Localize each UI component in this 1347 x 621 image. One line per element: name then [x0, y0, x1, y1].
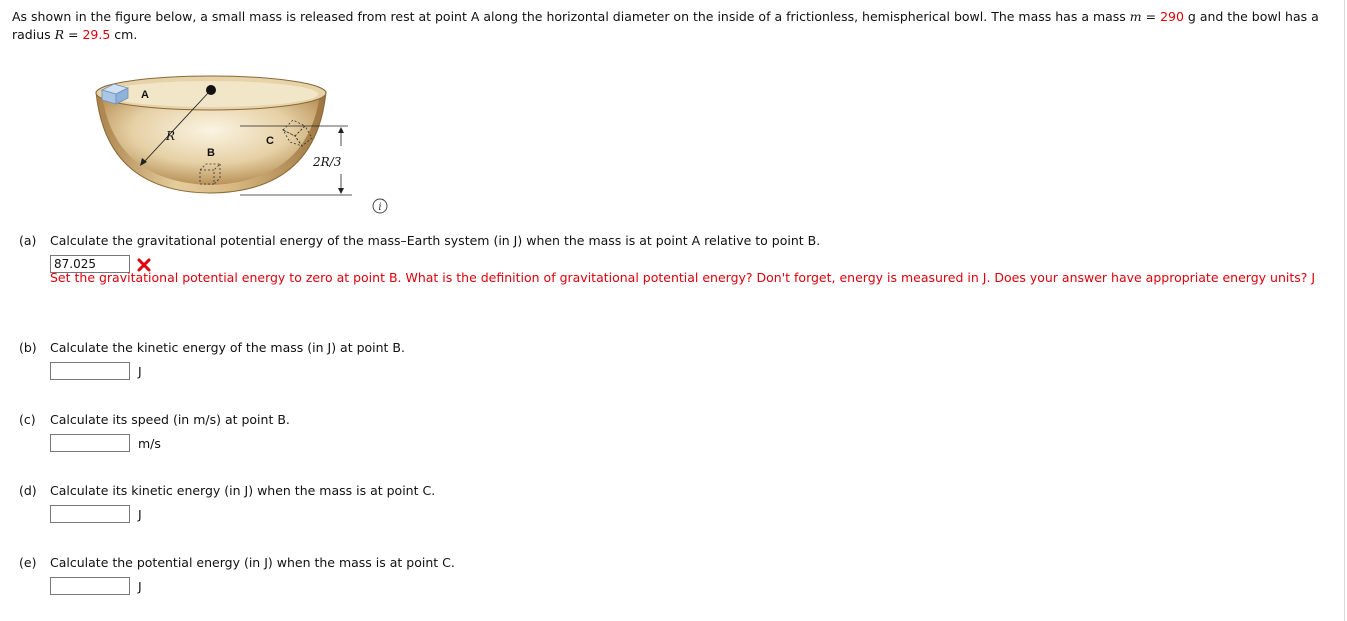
radius-value: 29.5: [82, 27, 111, 42]
problem-statement: [12, 8, 1332, 44]
part-c-letter: (c): [19, 412, 36, 427]
info-icon[interactable]: [372, 198, 388, 214]
page-right-border: [1344, 0, 1345, 621]
part-b-question: Calculate the kinetic energy of the mass (in J) at point B.: [50, 340, 405, 355]
part-d-answer-input[interactable]: [50, 505, 130, 523]
part-a-question: Calculate the gravitational potential energy of the mass–Earth system (in J) when the mass is at point A relative to point B.: [50, 233, 821, 248]
hemispherical-bowl-figure: [90, 62, 360, 202]
part-e-letter: (e): [19, 555, 37, 570]
part-c-unit: m/s: [138, 436, 161, 451]
part-d-unit: J: [138, 507, 142, 522]
mass-value: 290: [1160, 9, 1184, 24]
intro-text-2: g and the bowl has a radius: [12, 9, 1319, 42]
equals-2: =: [64, 27, 83, 42]
part-e-question: Calculate the potential energy (in J) when the mass is at point C.: [50, 555, 455, 570]
label-b: B: [207, 147, 215, 159]
label-a: A: [141, 89, 149, 101]
intro-text-3: cm.: [110, 27, 138, 42]
part-d-letter: (d): [19, 483, 37, 498]
intro-text-1: As shown in the figure below, a small mass is released from rest at point A along the horizontal diameter on the inside of a frictionless, hemispherical bowl. The mass has a mass: [12, 9, 1130, 24]
part-e-unit: J: [138, 579, 142, 594]
part-e-answer-input[interactable]: [50, 577, 130, 595]
label-c: C: [266, 135, 274, 147]
label-height: 2R/3: [313, 155, 342, 169]
equals-1: =: [1141, 9, 1161, 24]
part-c-answer-input[interactable]: [50, 434, 130, 452]
part-b-answer-input[interactable]: [50, 362, 130, 380]
part-b-unit: J: [138, 364, 142, 379]
label-r: R: [166, 129, 176, 143]
part-c-question: Calculate its speed (in m/s) at point B.: [50, 412, 290, 427]
part-d-question: Calculate its kinetic energy (in J) when the mass is at point C.: [50, 483, 436, 498]
part-a-letter: (a): [19, 233, 37, 248]
part-b-letter: (b): [19, 340, 37, 355]
svg-text:i: i: [378, 202, 382, 213]
var-r: R: [54, 27, 65, 42]
part-a-feedback: Set the gravitational potential energy to zero at point B. What is the definition of gravitational potential energy? Don't forget, energy is measured in J. Does your answer have appropriate energy units? J: [50, 270, 1316, 285]
var-m: m: [1129, 9, 1142, 24]
